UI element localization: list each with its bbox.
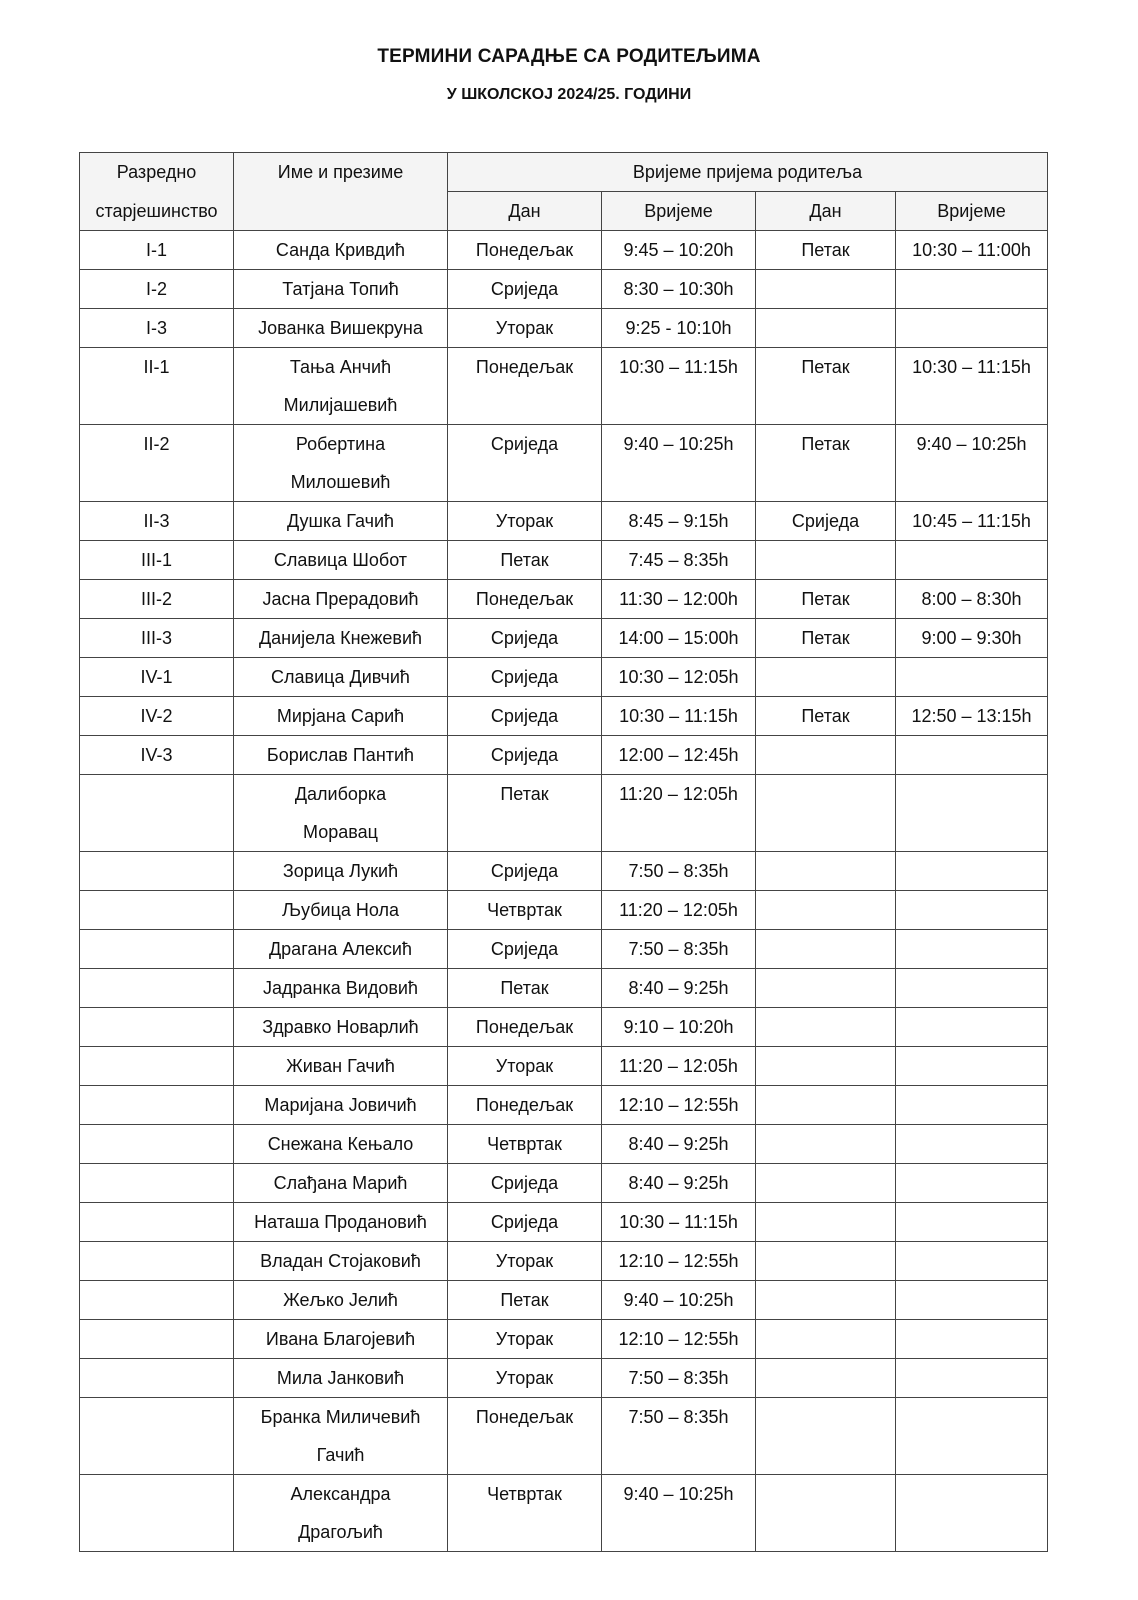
cell-day-1: Понедељак (448, 348, 602, 425)
header-time-1: Вријеме (602, 192, 756, 231)
cell-day-2 (756, 1475, 896, 1552)
table-row (80, 969, 1048, 1008)
cell-time-1: 7:50 – 8:35h (602, 852, 756, 891)
cell-day-2 (756, 775, 896, 852)
table-row (80, 1398, 1048, 1475)
cell-day-2 (756, 1047, 896, 1086)
cell-class (80, 1242, 234, 1281)
cell-class: I-3 (80, 309, 234, 348)
cell-teacher-name: Данијела Кнежевић (234, 619, 448, 658)
cell-time-1: 9:10 – 10:20h (602, 1008, 756, 1047)
table-row (80, 1475, 1048, 1552)
cell-day-1: Сриједа (448, 1164, 602, 1203)
cell-teacher-name: Жељко Јелић (234, 1281, 448, 1320)
cell-time-2: 9:40 – 10:25h (896, 425, 1048, 502)
cell-time-2 (896, 891, 1048, 930)
cell-day-1: Уторак (448, 1242, 602, 1281)
cell-class (80, 1047, 234, 1086)
cell-teacher-name: Зорица Лукић (234, 852, 448, 891)
cell-day-1: Сриједа (448, 425, 602, 502)
cell-time-2 (896, 1320, 1048, 1359)
cell-day-2 (756, 1359, 896, 1398)
cell-day-1: Уторак (448, 309, 602, 348)
cell-class (80, 1203, 234, 1242)
table-row (80, 425, 1048, 502)
table-row (80, 580, 1048, 619)
cell-time-2 (896, 1047, 1048, 1086)
cell-day-1: Петак (448, 1281, 602, 1320)
cell-day-2 (756, 1320, 896, 1359)
header-row-1 (80, 153, 1048, 192)
table-row (80, 348, 1048, 425)
cell-class: I-2 (80, 270, 234, 309)
table-row (80, 1125, 1048, 1164)
cell-day-1: Петак (448, 969, 602, 1008)
cell-day-2 (756, 1203, 896, 1242)
cell-day-1: Уторак (448, 1320, 602, 1359)
table-row (80, 231, 1048, 270)
table-row (80, 736, 1048, 775)
cell-time-2 (896, 309, 1048, 348)
cell-time-2 (896, 1398, 1048, 1475)
header-class-teacher: Разредно (80, 153, 234, 192)
cell-time-1: 10:30 – 12:05h (602, 658, 756, 697)
table-row (80, 1164, 1048, 1203)
cell-time-2 (896, 541, 1048, 580)
cell-day-2 (756, 1398, 896, 1475)
cell-class (80, 1125, 234, 1164)
cell-class (80, 1320, 234, 1359)
cell-teacher-name: Здравко Новарлић (234, 1008, 448, 1047)
cell-class (80, 1281, 234, 1320)
cell-day-2 (756, 969, 896, 1008)
document-title: ТЕРМИНИ САРАДЊЕ СА РОДИТЕЉИМА (377, 46, 761, 67)
cell-time-1: 8:40 – 9:25h (602, 1164, 756, 1203)
table-row (80, 1008, 1048, 1047)
cell-time-2: 8:00 – 8:30h (896, 580, 1048, 619)
cell-class: III-1 (80, 541, 234, 580)
cell-teacher-name: Јадранка Видовић (234, 969, 448, 1008)
cell-day-2 (756, 891, 896, 930)
cell-day-2 (756, 1125, 896, 1164)
cell-day-1: Понедељак (448, 1398, 602, 1475)
cell-time-2 (896, 1475, 1048, 1552)
cell-time-1: 7:50 – 8:35h (602, 930, 756, 969)
cell-day-2 (756, 658, 896, 697)
cell-class: I-1 (80, 231, 234, 270)
header-reception-time: Вријеме пријема родитеља (448, 153, 1048, 192)
cell-time-2: 12:50 – 13:15h (896, 697, 1048, 736)
cell-time-1: 10:30 – 11:15h (602, 697, 756, 736)
cell-class (80, 775, 234, 852)
cell-time-1: 9:40 – 10:25h (602, 1475, 756, 1552)
cell-time-1: 14:00 – 15:00h (602, 619, 756, 658)
cell-time-2 (896, 1203, 1048, 1242)
cell-time-1: 7:50 – 8:35h (602, 1398, 756, 1475)
table-row (80, 502, 1048, 541)
cell-day-1: Петак (448, 775, 602, 852)
cell-teacher-name: Јованка Вишекруна (234, 309, 448, 348)
cell-day-2 (756, 852, 896, 891)
cell-time-1: 8:40 – 9:25h (602, 969, 756, 1008)
cell-day-1: Уторак (448, 502, 602, 541)
cell-day-1: Сриједа (448, 852, 602, 891)
table-row (80, 541, 1048, 580)
cell-class (80, 930, 234, 969)
cell-teacher-name: Јасна Прерадовић (234, 580, 448, 619)
cell-time-1: 9:25 - 10:10h (602, 309, 756, 348)
cell-class: III-2 (80, 580, 234, 619)
cell-teacher-name: Славица Шобот (234, 541, 448, 580)
cell-teacher-name: Драгана Алексић (234, 930, 448, 969)
cell-day-1: Петак (448, 541, 602, 580)
cell-teacher-name: Далиборка Моравац (234, 775, 448, 852)
cell-day-2 (756, 309, 896, 348)
cell-class (80, 852, 234, 891)
cell-teacher-name: Живан Гачић (234, 1047, 448, 1086)
cell-day-1: Сриједа (448, 736, 602, 775)
header-day-1: Дан (448, 192, 602, 231)
table-row (80, 1359, 1048, 1398)
table-row (80, 775, 1048, 852)
cell-time-2 (896, 1281, 1048, 1320)
cell-class (80, 1164, 234, 1203)
table-row (80, 1242, 1048, 1281)
cell-teacher-name: Наташа Продановић (234, 1203, 448, 1242)
cell-time-2 (896, 1008, 1048, 1047)
cell-day-1: Сриједа (448, 270, 602, 309)
cell-day-2 (756, 1086, 896, 1125)
cell-day-2 (756, 1242, 896, 1281)
cell-time-2 (896, 736, 1048, 775)
cell-teacher-name: Александра Драгољић (234, 1475, 448, 1552)
cell-class (80, 1086, 234, 1125)
cell-time-1: 8:45 – 9:15h (602, 502, 756, 541)
cell-day-2 (756, 1281, 896, 1320)
cell-day-2: Петак (756, 619, 896, 658)
cell-day-2: Петак (756, 697, 896, 736)
cell-teacher-name: Татјана Топић (234, 270, 448, 309)
cell-time-1: 10:30 – 11:15h (602, 348, 756, 425)
table-row (80, 1281, 1048, 1320)
cell-time-1: 11:20 – 12:05h (602, 775, 756, 852)
table-row (80, 1203, 1048, 1242)
cell-time-2: 10:45 – 11:15h (896, 502, 1048, 541)
cell-teacher-name: Санда Кривдић (234, 231, 448, 270)
cell-teacher-name: Снежана Кењало (234, 1125, 448, 1164)
cell-teacher-name: Слађана Марић (234, 1164, 448, 1203)
cell-class (80, 891, 234, 930)
cell-teacher-name: Робертина Милошевић (234, 425, 448, 502)
table-row (80, 658, 1048, 697)
cell-class: III-3 (80, 619, 234, 658)
cell-teacher-name: Борислав Пантић (234, 736, 448, 775)
cell-teacher-name: Славица Дивчић (234, 658, 448, 697)
table-row (80, 1047, 1048, 1086)
header-day-2: Дан (756, 192, 896, 231)
cell-day-1: Сриједа (448, 697, 602, 736)
cell-day-1: Четвртак (448, 891, 602, 930)
header-row-2 (80, 192, 1048, 231)
cell-time-1: 8:30 – 10:30h (602, 270, 756, 309)
cell-teacher-name: Мирјана Сарић (234, 697, 448, 736)
cell-day-2 (756, 1164, 896, 1203)
cell-time-1: 11:30 – 12:00h (602, 580, 756, 619)
cell-time-1: 11:20 – 12:05h (602, 891, 756, 930)
table-row (80, 1086, 1048, 1125)
cell-time-1: 11:20 – 12:05h (602, 1047, 756, 1086)
cell-class (80, 1398, 234, 1475)
cell-time-2: 9:00 – 9:30h (896, 619, 1048, 658)
cell-day-2 (756, 270, 896, 309)
cell-day-1: Сриједа (448, 930, 602, 969)
table-row (80, 891, 1048, 930)
cell-teacher-name: Мила Јанковић (234, 1359, 448, 1398)
cell-time-2 (896, 1359, 1048, 1398)
cell-day-1: Понедељак (448, 1008, 602, 1047)
cell-day-2: Петак (756, 580, 896, 619)
cell-day-2 (756, 541, 896, 580)
table-row (80, 852, 1048, 891)
cell-time-2 (896, 1086, 1048, 1125)
cell-class: IV-1 (80, 658, 234, 697)
cell-time-1: 9:40 – 10:25h (602, 425, 756, 502)
schedule-table (79, 152, 1048, 1552)
cell-day-1: Четвртак (448, 1475, 602, 1552)
cell-day-1: Сриједа (448, 619, 602, 658)
cell-time-1: 12:10 – 12:55h (602, 1242, 756, 1281)
cell-class (80, 1475, 234, 1552)
cell-teacher-name: Ивана Благојевић (234, 1320, 448, 1359)
cell-day-2 (756, 736, 896, 775)
cell-class (80, 969, 234, 1008)
cell-class: IV-3 (80, 736, 234, 775)
cell-teacher-name: Владан Стојаковић (234, 1242, 448, 1281)
cell-class: II-1 (80, 348, 234, 425)
header-name: Име и презиме (234, 153, 448, 192)
cell-teacher-name: Душка Гачић (234, 502, 448, 541)
cell-class: II-2 (80, 425, 234, 502)
cell-time-1: 10:30 – 11:15h (602, 1203, 756, 1242)
cell-time-1: 8:40 – 9:25h (602, 1125, 756, 1164)
table-row (80, 270, 1048, 309)
cell-class: II-3 (80, 502, 234, 541)
table-row (80, 309, 1048, 348)
cell-day-2: Петак (756, 425, 896, 502)
table-row (80, 1320, 1048, 1359)
cell-time-2 (896, 852, 1048, 891)
cell-time-2 (896, 930, 1048, 969)
cell-day-1: Понедељак (448, 231, 602, 270)
cell-time-2 (896, 1164, 1048, 1203)
cell-time-1: 7:45 – 8:35h (602, 541, 756, 580)
cell-time-2 (896, 969, 1048, 1008)
cell-time-1: 9:45 – 10:20h (602, 231, 756, 270)
cell-day-1: Понедељак (448, 580, 602, 619)
header-class-teacher-line2: старјешинство (80, 192, 234, 231)
cell-teacher-name: Бранка Миличевић Гачић (234, 1398, 448, 1475)
cell-class (80, 1008, 234, 1047)
cell-time-2 (896, 658, 1048, 697)
cell-teacher-name: Тања Анчић Милијашевић (234, 348, 448, 425)
cell-day-2 (756, 930, 896, 969)
cell-time-2 (896, 775, 1048, 852)
cell-day-1: Понедељак (448, 1086, 602, 1125)
cell-teacher-name: Маријана Јовичић (234, 1086, 448, 1125)
document-subtitle: У ШКОЛСКОЈ 2024/25. ГОДИНИ (446, 86, 692, 103)
cell-day-1: Уторак (448, 1359, 602, 1398)
cell-day-1: Уторак (448, 1047, 602, 1086)
cell-day-1: Сриједа (448, 658, 602, 697)
cell-time-2: 10:30 – 11:15h (896, 348, 1048, 425)
cell-time-1: 9:40 – 10:25h (602, 1281, 756, 1320)
header-time-2: Вријеме (896, 192, 1048, 231)
cell-time-1: 12:00 – 12:45h (602, 736, 756, 775)
cell-time-2: 10:30 – 11:00h (896, 231, 1048, 270)
cell-day-2: Петак (756, 231, 896, 270)
cell-day-2: Сриједа (756, 502, 896, 541)
cell-time-2 (896, 1125, 1048, 1164)
cell-time-1: 12:10 – 12:55h (602, 1086, 756, 1125)
table-row (80, 930, 1048, 969)
cell-day-2: Петак (756, 348, 896, 425)
cell-time-1: 7:50 – 8:35h (602, 1359, 756, 1398)
cell-day-1: Сриједа (448, 1203, 602, 1242)
cell-class: IV-2 (80, 697, 234, 736)
cell-class (80, 1359, 234, 1398)
table-row (80, 619, 1048, 658)
cell-time-2 (896, 270, 1048, 309)
cell-teacher-name: Љубица Нола (234, 891, 448, 930)
cell-time-1: 12:10 – 12:55h (602, 1320, 756, 1359)
table-row (80, 697, 1048, 736)
header-name-cont (234, 192, 448, 231)
cell-day-2 (756, 1008, 896, 1047)
cell-time-2 (896, 1242, 1048, 1281)
cell-day-1: Четвртак (448, 1125, 602, 1164)
